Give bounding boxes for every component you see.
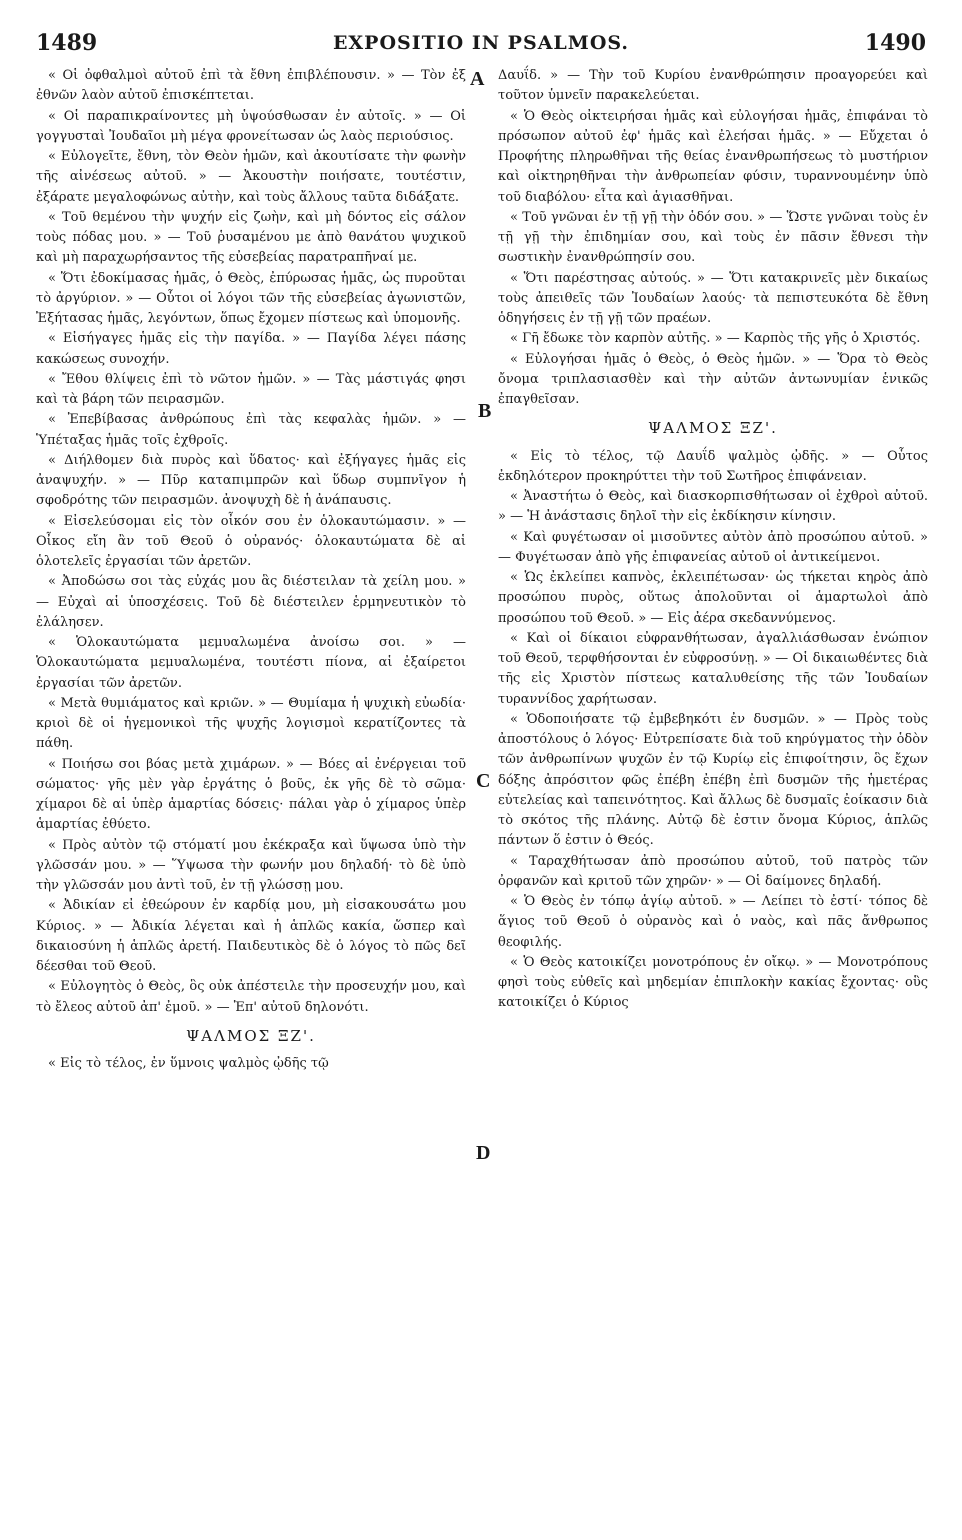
paragraph: « Ὁ Θεὸς ἐν τόπῳ ἁγίῳ αὐτοῦ. » — Λείπει τὸ ἐστί· τόπος δὲ ἅγιος τοῦ Θεοῦ ὁ οὐρανὸς καὶ ὁ ναὸς, καὶ πᾶς ἄνθρωπος θεοφιλής. (498, 894, 928, 950)
margin-marker-c: C (476, 770, 491, 792)
left-column (36, 66, 466, 1074)
paragraph: « Ἐπεβίβασας ἀνθρώπους ἐπὶ τὰς κεφαλὰς ἡμῶν. » — Ὑπέταξας ἡμᾶς τοῖς ἐχθροῖς. (36, 412, 466, 448)
page-number-right: 1490 (864, 30, 926, 56)
paragraph: « Εἰσελεύσομαι εἰς τὸν οἶκόν σου ἐν ὁλοκαυτώμασιν. » — Οἶκος εἴη ἂν τοῦ Θεοῦ ὁ οὐρανός· ὁλοκαυτώματα δὲ αἱ ὁλοτελεῖς ἐργασίαι τῶν ἀρετῶν. (36, 513, 466, 569)
paragraph: « Ἀδικίαν εἰ ἐθεώρουν ἐν καρδίᾳ μου, μὴ εἰσακουσάτω μου Κύριος. » — Ἀδικία λέγεται καὶ ἡ ἁπλῶς κακία, ὥσπερ καὶ δικαιοσύνη ἡ ἁπλῶς ἀρετή. Παιδευτικὸς δὲ ὁ λόγος τὸ πῶς δεῖ δέεσθαι τοῦ Θεοῦ. (36, 898, 466, 974)
margin-marker-b: B (478, 400, 492, 422)
paragraph: « Ὡς ἐκλείπει καπνὸς, ἐκλειπέτωσαν· ὡς τήκεται κηρὸς ἀπὸ προσώπου πυρὸς, οὕτως ἀπολοῦνται οἱ ἁμαρτωλοὶ ἀπὸ προσώπου τοῦ Θεοῦ. » — Εἰς ἀέρα σκεδαννύμενος. (498, 570, 928, 626)
paragraph: « Εὐλογητὸς ὁ Θεὸς, ὃς οὐκ ἀπέστειλε τὴν προσευχήν μου, καὶ τὸ ἔλεος αὐτοῦ ἀπ' ἐμοῦ. » — Ἐπ' αὐτοῦ δηλονότι. (36, 979, 466, 1015)
paragraph: « Εἰς τὸ τέλος, τῷ Δαυΐδ ψαλμὸς ᾠδῆς. » — Οὗτος ἐκδηλότερον προκηρύττει τὴν τοῦ Σωτῆρος ἐπιφάνειαν. (498, 448, 928, 484)
paragraph: « Πρὸς αὐτὸν τῷ στόματί μου ἐκέκραξα καὶ ὕψωσα ὑπὸ τὴν γλῶσσάν μου. » — Ὕψωσα τὴν φωνήν μου δηλαδή· τὸ δὲ ὑπὸ τὴν γλῶσσάν μου ἀντὶ τοῦ, ἐν τῇ γλώσσῃ μου. (36, 837, 466, 893)
running-title: EXPOSITIO IN PSALMOS. (332, 32, 630, 54)
paragraph: « Γῆ ἔδωκε τὸν καρπὸν αὐτῆς. » — Καρπὸς τῆς γῆς ὁ Χριστός. (510, 331, 921, 347)
paragraph: « Ὅτι ἐδοκίμασας ἡμᾶς, ὁ Θεὸς, ἐπύρωσας ἡμᾶς, ὡς πυροῦται τὸ ἀργύριον. » — Οὗτοι οἱ λόγοι τῶν τῆς εὐσεβείας ἀγωνιστῶν, Ἐξήτασας ἡμᾶς, λεγόντων, ὅπως ἔχομεν πίστεως καὶ ὑπομονῆς. (36, 270, 466, 326)
paragraph: « Οἱ παραπικραίνοντες μὴ ὑψούσθωσαν ἐν αὐτοῖς. » — Οἱ γογγυσταὶ Ἰουδαῖοι μὴ μέγα φρονείτωσαν ὡς λαὸς περιούσιος. (36, 108, 466, 144)
paragraph: « Μετὰ θυμιάματος καὶ κριῶν. » — Θυμίαμα ἡ ψυχικὴ εὐωδία· κριοὶ δὲ οἱ ἡγεμονικοὶ τῆς ψυχῆς λογισμοὶ κερατίζοντες τὰ πάθη. (36, 695, 466, 752)
paragraph: « Ταραχθήτωσαν ἀπὸ προσώπου αὐτοῦ, τοῦ πατρὸς τῶν ὀρφανῶν καὶ κριτοῦ τῶν χηρῶν· » — Οἱ δαίμονες δηλαδή. (498, 853, 928, 889)
paragraph: « Διήλθομεν διὰ πυρὸς καὶ ὕδατος· καὶ ἐξήγαγες ἡμᾶς εἰς ἀναψυχήν. » — Πῦρ καταπιμπρῶν καὶ ὕδωρ συμπνῖγον ἡ σφοδρότης τῶν πειρασμῶν. ἀνοψυχὴ δὲ ἡ ἀνάπαυσις. (36, 452, 466, 509)
paragraph: « Ὁλοκαυτώματα μεμυαλωμένα ἀνοίσω σοι. » — Ὁλοκαυτώματα μεμυαλωμένα, τουτέστι πίονα, αἱ ἐξαίρετοι ἐργασίαι τῶν ἀρετῶν. (36, 635, 466, 691)
paragraph: « Ἀναστήτω ὁ Θεὸς, καὶ διασκορπισθήτωσαν οἱ ἐχθροὶ αὐτοῦ. » — Ἡ ἀνάστασις δηλοῖ τὴν εἰς ἐκδίκησιν κίνησιν. (498, 489, 928, 525)
paragraph: « Ὁ Θεὸς οἰκτειρήσαι ἡμᾶς καὶ εὐλογήσαι ἡμᾶς, ἐπιφάναι τὸ πρόσωπον αὐτοῦ ἐφ' ἡμᾶς καὶ ἐλεήσαι ἡμᾶς. » — Εὔχεται ὁ Προφήτης πληρωθῆναι τῆς θείας ἐνανθρωπήσεως τὸ μυστήριον καὶ οἰκτηρηθῆναι τὴν ἀνθρωπείαν φύσιν, τυραννουμένην ὑπὸ τοῦ διαβόλου· εἶτα καὶ ἁγιασθῆναι. (498, 108, 928, 205)
paragraph: « Ἔθου θλίψεις ἐπὶ τὸ νῶτον ἡμῶν. » — Τὰς μάστιγάς φησι καὶ τὰ βάρη τῶν πειρασμῶν. (36, 371, 466, 407)
running-header (0, 22, 962, 62)
paragraph: « Καὶ φυγέτωσαν οἱ μισοῦντες αὐτὸν ἀπὸ προσώπου αὐτοῦ. » — Φυγέτωσαν ἀπὸ γῆς ἐπιφανείας αὐτοῦ οἱ ἀντικείμενοι. (498, 529, 928, 565)
page-number-left: 1489 (36, 30, 98, 56)
paragraph: « Εἰς τὸ τέλος, ἐν ὕμνοις ψαλμὸς ᾠδῆς τῷ (48, 1056, 329, 1071)
paragraph: « Οἱ ὀφθαλμοὶ αὐτοῦ ἐπὶ τὰ ἔθνη ἐπιβλέπουσιν. » — Τὸν ἐξ ἐθνῶν λαὸν αὐτοῦ ἐπισκέπτεται. (36, 68, 466, 104)
paragraph: « Τοῦ θεμένου τὴν ψυχήν εἰς ζωὴν, καὶ μὴ δόντος εἰς σάλον τοὺς πόδας μου. » — Τοῦ ῥυσαμένου με ἀπὸ θανάτου ψυχικοῦ καὶ μὴ παραχωρήσαντος τῆς εὐσεβείας παρατραπῆναί με. (36, 209, 466, 266)
paragraph: « Τοῦ γνῶναι ἐν τῇ γῇ τὴν ὁδόν σου. » — Ὥστε γνῶναι τοὺς ἐν τῇ γῇ τὴν ἐπιδημίαν σου, καὶ τοὺς ἐν πᾶσιν ἔθνεσι τὴν σωστικὴν ἐνανθρώπησίν σου. (498, 209, 928, 266)
paragraph: « Ποιήσω σοι βόας μετὰ χιμάρων. » — Βόες αἱ ἐνέργειαι τοῦ σώματος· γῆς μὲν γὰρ ἐργάτης ὁ βοῦς, ἐκ γῆς δὲ τὸ σῶμα· χίμαροι δὲ αἱ ὑπὲρ ἁμαρτίας δόσεις· πάλαι γὰρ ὁ χίμαρος ὑπὲρ ἁμαρτίας ἐθύετο. (36, 756, 466, 833)
paragraph: « Ἀποδώσω σοι τὰς εὐχάς μου ἃς διέστειλαν τὰ χείλη μου. » — Εὐχαὶ αἱ ὑποσχέσεις. Τοῦ δὲ διέστειλεν ἑρμηνευτικὸν τὸ ἐλάλησεν. (36, 574, 466, 630)
paragraph: « Εἰσήγαγες ἡμᾶς εἰς τὴν παγίδα. » — Παγίδα λέγει πάσης κακώσεως συνοχήν. (36, 331, 466, 367)
paragraph: « Ὅτι παρέστησας αὐτούς. » — Ὅτι κατακρινεῖς μὲν δικαίως τοὺς ἀπειθεῖς τῶν Ἰουδαίων λαούς· τὰ πεπιστευκότα δὲ ἔθνη ὁδηγήσεις ἐν τῇ γῇ τῶν πραέων. (498, 270, 928, 326)
margin-marker-a: A (470, 68, 485, 90)
psalm-heading: ΨΑΛΜΟΣ ΞΖ'. (648, 419, 778, 438)
paragraph: « Καὶ οἱ δίκαιοι εὐφρανθήτωσαν, ἀγαλλιάσθωσαν ἐνώπιον τοῦ Θεοῦ, τερφθήσονται ἐν εὐφροσύνῃ. » — Οἱ δικαιωθέντες διὰ τῆς εἰς Χριστὸν πίστεως καταλυθείσης τῆς τῶν Ἰουδαίων τυραννίδος χαρήτωσαν. (498, 630, 928, 707)
psalm-heading: ΨΑΛΜΟΣ ΞΖ'. (186, 1026, 316, 1045)
margin-marker-d: D (476, 1142, 491, 1164)
paragraph: « Εὐλογεῖτε, ἔθνη, τὸν Θεὸν ἡμῶν, καὶ ἀκουτίσατε τὴν φωνὴν τῆς αἰνέσεως αὐτοῦ. » — Ἀκουστὴν ποιήσατε, τουτέστιν, ἐξάρατε μεγαλοφώνως αὐτὴν, καὶ τοὺς ἄλλους ταῦτα διδάξατε. (36, 149, 466, 205)
paragraph: « Ὁ Θεὸς κατοικίζει μονοτρόπους ἐν οἴκῳ. » — Μονοτρόπους φησὶ τοὺς εὐθεῖς καὶ μηδεμίαν ἐπιπλοκὴν κακίας ἔχοντας· οὓς κατοικίζει ὁ Κύριος (498, 954, 928, 1011)
right-column (498, 66, 928, 1014)
paragraph: « Εὐλογήσαι ἡμᾶς ὁ Θεὸς, ὁ Θεὸς ἡμῶν. » — Ὅρα τὸ Θεὸς ὄνομα τριπλασιασθὲν καὶ τὴν αὐτῶν ἀντωνυμίαν ἑνικῶς ἐπαγθεῖσαν. (498, 351, 928, 407)
paragraph: « Ὁδοποιήσατε τῷ ἐμβεβηκότι ἐν δυσμῶν. » — Πρὸς τοὺς ἀποστόλους ὁ λόγος· Εὐτρεπίσατε διὰ τοῦ κηρύγματος τὴν ὁδὸν τῶν ἀνθρωπίνων ψυχῶν ἐν τῷ Κυρίῳ εἰς ἐπιφοίτησιν, ὃς ἔχων δόξης ἀπρόσιτον φῶς ἐπέβη ἐπέβη ἐπὶ δυσμῶν τῆς ἡμετέρας εὐτελείας καὶ ταπεινότητος. Καὶ ἄλλως δὲ δυσμαῖς ἐοίκασιν διὰ τὸ σκότος τῆς πλάνης. Αὐτῷ δὲ ἐστιν ὄνομα Κύριος, ἁπλῶς πάντων ὅ ἐστιν ὁ Θεός. (498, 711, 928, 849)
paragraph: Δαυΐδ. » — Τὴν τοῦ Κυρίου ἐνανθρώπησιν προαγορεύει καὶ τοῦτον ὑμνεῖν παρακελεύεται. (498, 68, 928, 104)
